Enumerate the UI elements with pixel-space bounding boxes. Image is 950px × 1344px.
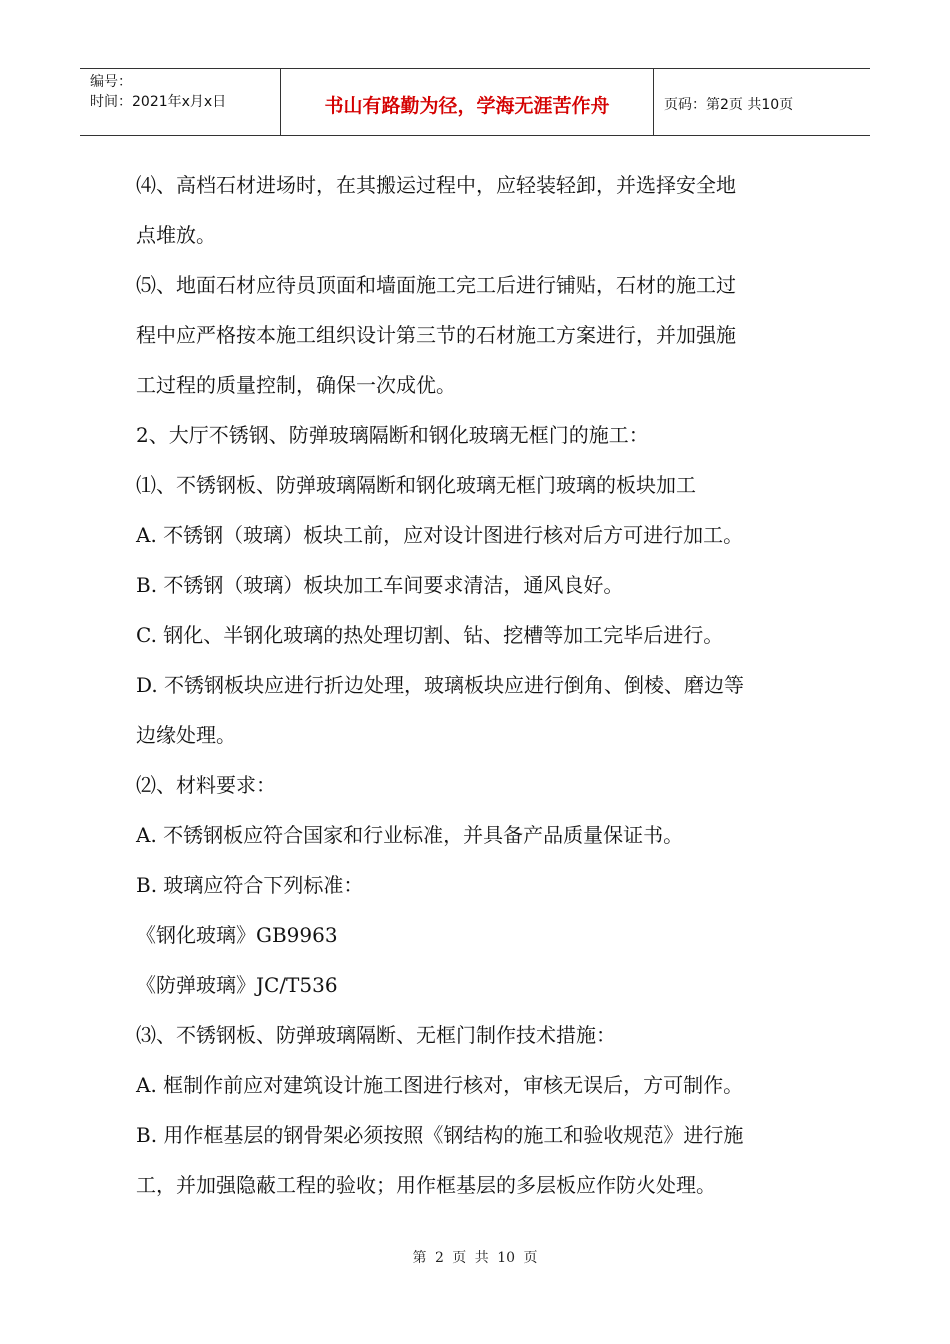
body-line: B. 不锈钢（玻璃）板块加工车间要求清洁，通风良好。	[136, 573, 624, 597]
body-line: A. 不锈钢板应符合国家和行业标准，并具备产品质量保证书。	[136, 823, 684, 847]
body-line: ⑶、不锈钢板、防弹玻璃隔断、无框门制作技术措施：	[136, 1023, 616, 1047]
body-line: ⑵、材料要求：	[136, 773, 276, 797]
body-line: 边缘处理。	[136, 723, 236, 747]
document-header	[80, 68, 870, 136]
body-line: ⑷、高档石材进场时，在其搬运过程中，应轻装轻卸，并选择安全地	[136, 173, 736, 197]
body-line: D. 不锈钢板块应进行折边处理，玻璃板块应进行倒角、倒棱、磨边等	[136, 673, 745, 697]
body-line: ⑸、地面石材应待员顶面和墙面施工完工后进行铺贴，石材的施工过	[136, 273, 736, 297]
header-meta-cell	[80, 69, 281, 135]
body-line: B. 用作框基层的钢骨架必须按照《钢结构的施工和验收规范》进行施	[136, 1123, 744, 1147]
body-line: 点堆放。	[136, 223, 216, 247]
number-label: 编号：	[90, 74, 132, 90]
document-body	[136, 160, 816, 1210]
body-line: 工过程的质量控制，确保一次成优。	[136, 373, 456, 397]
body-line: 程中应严格按本施工组织设计第三节的石材施工方案进行，并加强施	[136, 323, 736, 347]
standard-reference: 《防弹玻璃》JC/T536	[136, 973, 338, 997]
body-line: ⑴、不锈钢板、防弹玻璃隔断和钢化玻璃无框门玻璃的板块加工	[136, 473, 696, 497]
header-page-info: 页码：第2页 共10页	[664, 97, 794, 113]
body-line: A. 不锈钢（玻璃）板块工前，应对设计图进行核对后方可进行加工。	[136, 523, 744, 547]
section-heading: 2、大厅不锈钢、防弹玻璃隔断和钢化玻璃无框门的施工：	[136, 423, 649, 447]
page-footer: 第 2 页 共 10 页	[412, 1250, 538, 1266]
date-label: 时间：2021年x月x日	[90, 94, 227, 110]
body-line: 工，并加强隐蔽工程的验收；用作框基层的多层板应作防火处理。	[136, 1173, 716, 1197]
header-motto: 书山有路勤为径，学海无涯苦作舟	[281, 69, 654, 135]
body-line: C. 钢化、半钢化玻璃的热处理切割、钻、挖槽等加工完毕后进行。	[136, 623, 724, 647]
body-line: B. 玻璃应符合下列标准：	[136, 873, 364, 897]
body-line: A. 框制作前应对建筑设计施工图进行核对，审核无误后，方可制作。	[136, 1073, 744, 1097]
standard-reference: 《钢化玻璃》GB9963	[136, 923, 338, 947]
